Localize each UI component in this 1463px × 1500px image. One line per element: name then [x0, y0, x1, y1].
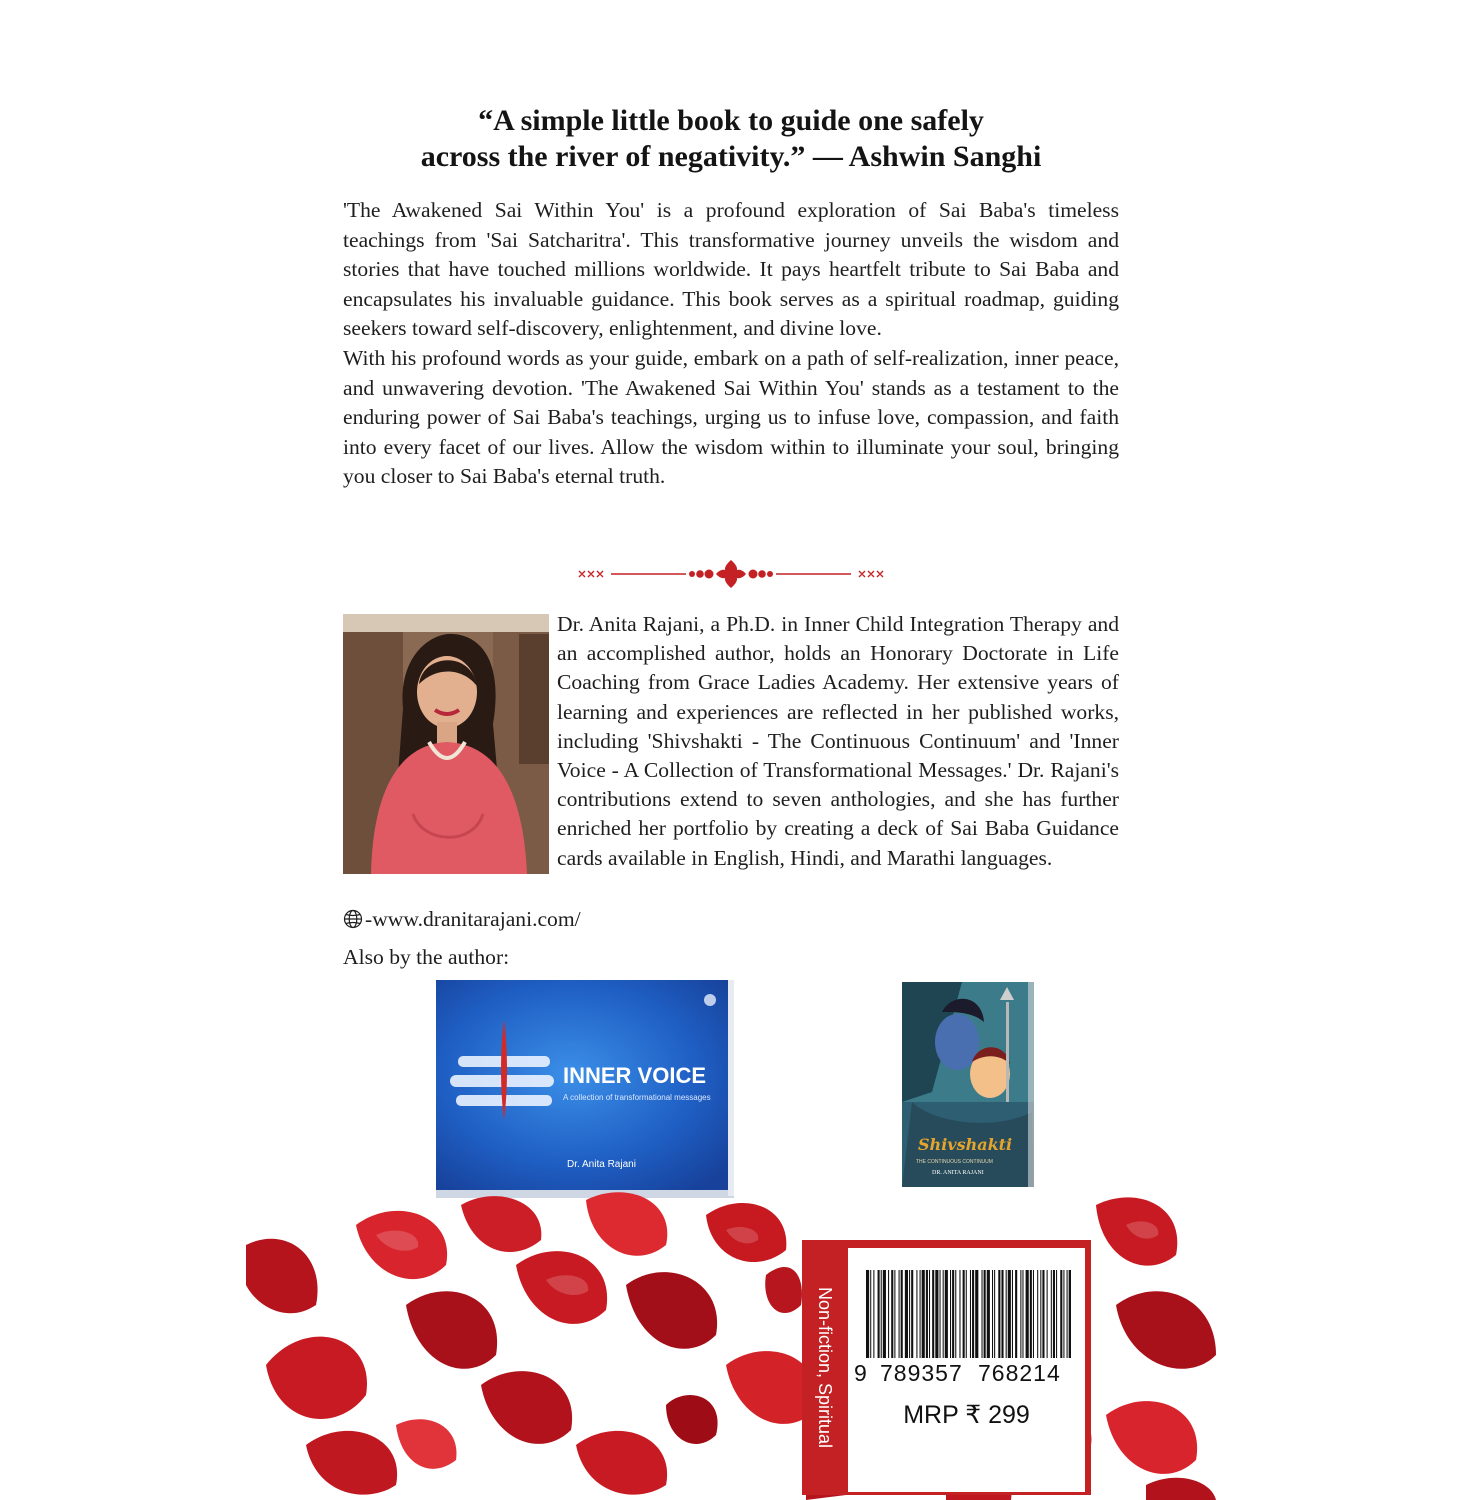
- barcode-bar: [926, 1270, 928, 1358]
- barcode-bar: [984, 1270, 986, 1358]
- barcode-bar: [920, 1270, 921, 1358]
- barcode-bar: [1056, 1270, 1057, 1358]
- author-bio-text: Dr. Anita Rajani, a Ph.D. in Inner Child Integration Therapy and an accomplished author, holds an Honorary Doctorate in Life Coaching from Grace Ladies Academy. Her extensive years of learning and experiences are reflected in her published works, including 'Shivshakti - The Continuous Continuum' and 'Inner Voice - A Collection of Transformational Messages.' Dr. Rajani's contributions extend to seven anthologies, and she has further enriched her portfolio by creating a deck of Sai Baba Guidance cards available in English, Hindi, and Marathi languages.: [557, 612, 1119, 870]
- lotus-divider-ornament: [576, 558, 886, 590]
- barcode-bar: [911, 1270, 913, 1358]
- barcode-bar: [878, 1270, 880, 1358]
- barcode-bar: [1051, 1270, 1052, 1358]
- inner-voice-book-cover: [436, 980, 734, 1198]
- shivshakti-book-cover: [902, 982, 1034, 1187]
- barcode-bar: [952, 1270, 954, 1358]
- barcode-bar: [901, 1270, 903, 1358]
- barcode-bar: [1063, 1270, 1064, 1358]
- barcode-bar: [982, 1270, 983, 1358]
- book1-author: Dr. Anita Rajani: [567, 1159, 636, 1170]
- barcode-bar: [888, 1270, 889, 1358]
- barcode-bars: [866, 1270, 1071, 1358]
- barcode-bar: [1008, 1270, 1011, 1358]
- barcode-bar: [1022, 1270, 1023, 1358]
- barcode-bar: [909, 1270, 910, 1358]
- barcode-bar: [1037, 1270, 1038, 1358]
- genre-text: Non-fiction, Spiritual: [815, 1286, 836, 1449]
- website-url[interactable]: -www.dranitarajani.com/: [365, 907, 581, 931]
- barcode-bar: [975, 1270, 978, 1358]
- barcode-bar: [966, 1270, 967, 1358]
- barcode-bar: [959, 1270, 960, 1358]
- book1-title: INNER VOICE: [563, 1063, 707, 1088]
- barcode-bar: [1020, 1270, 1021, 1358]
- barcode-bar: [1026, 1270, 1029, 1358]
- also-by-label: Also by the author:: [343, 945, 510, 969]
- genre-label: [802, 1240, 847, 1495]
- isbn-group-2: 768214: [978, 1360, 1061, 1386]
- barcode-bar: [1012, 1270, 1013, 1358]
- book-back-cover: [246, 0, 1216, 1500]
- photo-spacer: [343, 610, 549, 872]
- barcode-bar: [1015, 1270, 1017, 1358]
- book2-title: Shivshakti: [918, 1135, 1013, 1154]
- barcode-bar: [905, 1270, 908, 1358]
- price-label: MRP ₹ 299: [903, 1401, 1030, 1429]
- barcode-bar: [883, 1270, 886, 1358]
- barcode-bar: [873, 1270, 874, 1358]
- barcode-bar: [929, 1270, 930, 1358]
- barcode-bar: [866, 1270, 869, 1358]
- barcode-bar: [1069, 1270, 1071, 1358]
- quote-line-2: across the river of negativity.” — Ashwin Sanghi: [420, 140, 1042, 173]
- barcode-bar: [891, 1270, 893, 1358]
- barcode-bar: [1040, 1270, 1041, 1358]
- barcode-bar: [987, 1270, 990, 1358]
- barcode-bar: [955, 1270, 956, 1358]
- barcode-bar: [1060, 1270, 1062, 1358]
- barcode-bar: [950, 1270, 951, 1358]
- barcode-bar: [945, 1270, 948, 1358]
- barcode-bar: [1047, 1270, 1048, 1358]
- blurb-paragraph-1: 'The Awakened Sai Within You' is a profound exploration of Sai Baba's timeless teachings from 'Sai Satcharitra'. This transformative journey unveils the wisdom and stories that have touched millions worldwide. It pays heartfelt tribute to Sai Baba and encapsulates his invaluable guidance. This book serves as a spiritual roadmap, guiding seekers toward self-discovery, enlightenment, and divine love.: [343, 198, 1119, 341]
- barcode-bar: [1030, 1270, 1032, 1358]
- isbn-prefix: 9: [854, 1360, 868, 1386]
- barcode-bar: [935, 1270, 938, 1358]
- barcode-bar: [1067, 1270, 1068, 1358]
- barcode-bar: [922, 1270, 925, 1358]
- barcode-bar: [894, 1270, 895, 1358]
- barcode-bar: [870, 1270, 871, 1358]
- book-blurb: [343, 196, 1119, 492]
- barcode-bar: [1001, 1270, 1003, 1358]
- barcode-bar: [932, 1270, 934, 1358]
- author-website: [343, 904, 581, 934]
- globe-icon: [343, 909, 363, 929]
- book2-author: DR. ANITA RAJANI: [932, 1170, 984, 1176]
- barcode-bar: [1042, 1270, 1044, 1358]
- isbn-group-1: 789357: [880, 1360, 963, 1386]
- endorsement-quote: [286, 103, 1176, 175]
- blurb-paragraph-2: With his profound words as your guide, embark on a path of self-realization, inner peace, and unwavering devotion. 'The Awakened Sai Within You' stands as a testament to the enduring power of Sai Baba's teachings, urging us to infuse love, compassion, and faith into every facet of our lives. Allow the wisdom within to illuminate your soul, bringing you closer to Sai Baba's eternal truth.: [343, 345, 1119, 489]
- barcode-bar: [1006, 1270, 1007, 1358]
- barcode-bar: [970, 1270, 971, 1358]
- isbn-barcode: [848, 1248, 1085, 1492]
- barcode-bar: [963, 1270, 965, 1358]
- barcode-bar: [1033, 1270, 1034, 1358]
- barcode-bar: [916, 1270, 917, 1358]
- barcode-bar: [1053, 1270, 1055, 1358]
- author-bio: [343, 610, 1119, 873]
- barcode-bar: [940, 1270, 941, 1358]
- barcode-bar: [881, 1270, 882, 1358]
- barcode-bar: [899, 1270, 900, 1358]
- book2-subtitle: THE CONTINUOUS CONTINUUM: [916, 1159, 993, 1165]
- barcode-bar: [992, 1270, 993, 1358]
- barcode-bar: [994, 1270, 995, 1358]
- book1-subtitle: A collection of transformational messages: [563, 1093, 711, 1102]
- quote-line-1: “A simple little book to guide one safely: [478, 104, 984, 137]
- barcode-bar: [998, 1270, 1000, 1358]
- barcode-bar: [972, 1270, 974, 1358]
- barcode-bar: [943, 1270, 944, 1358]
